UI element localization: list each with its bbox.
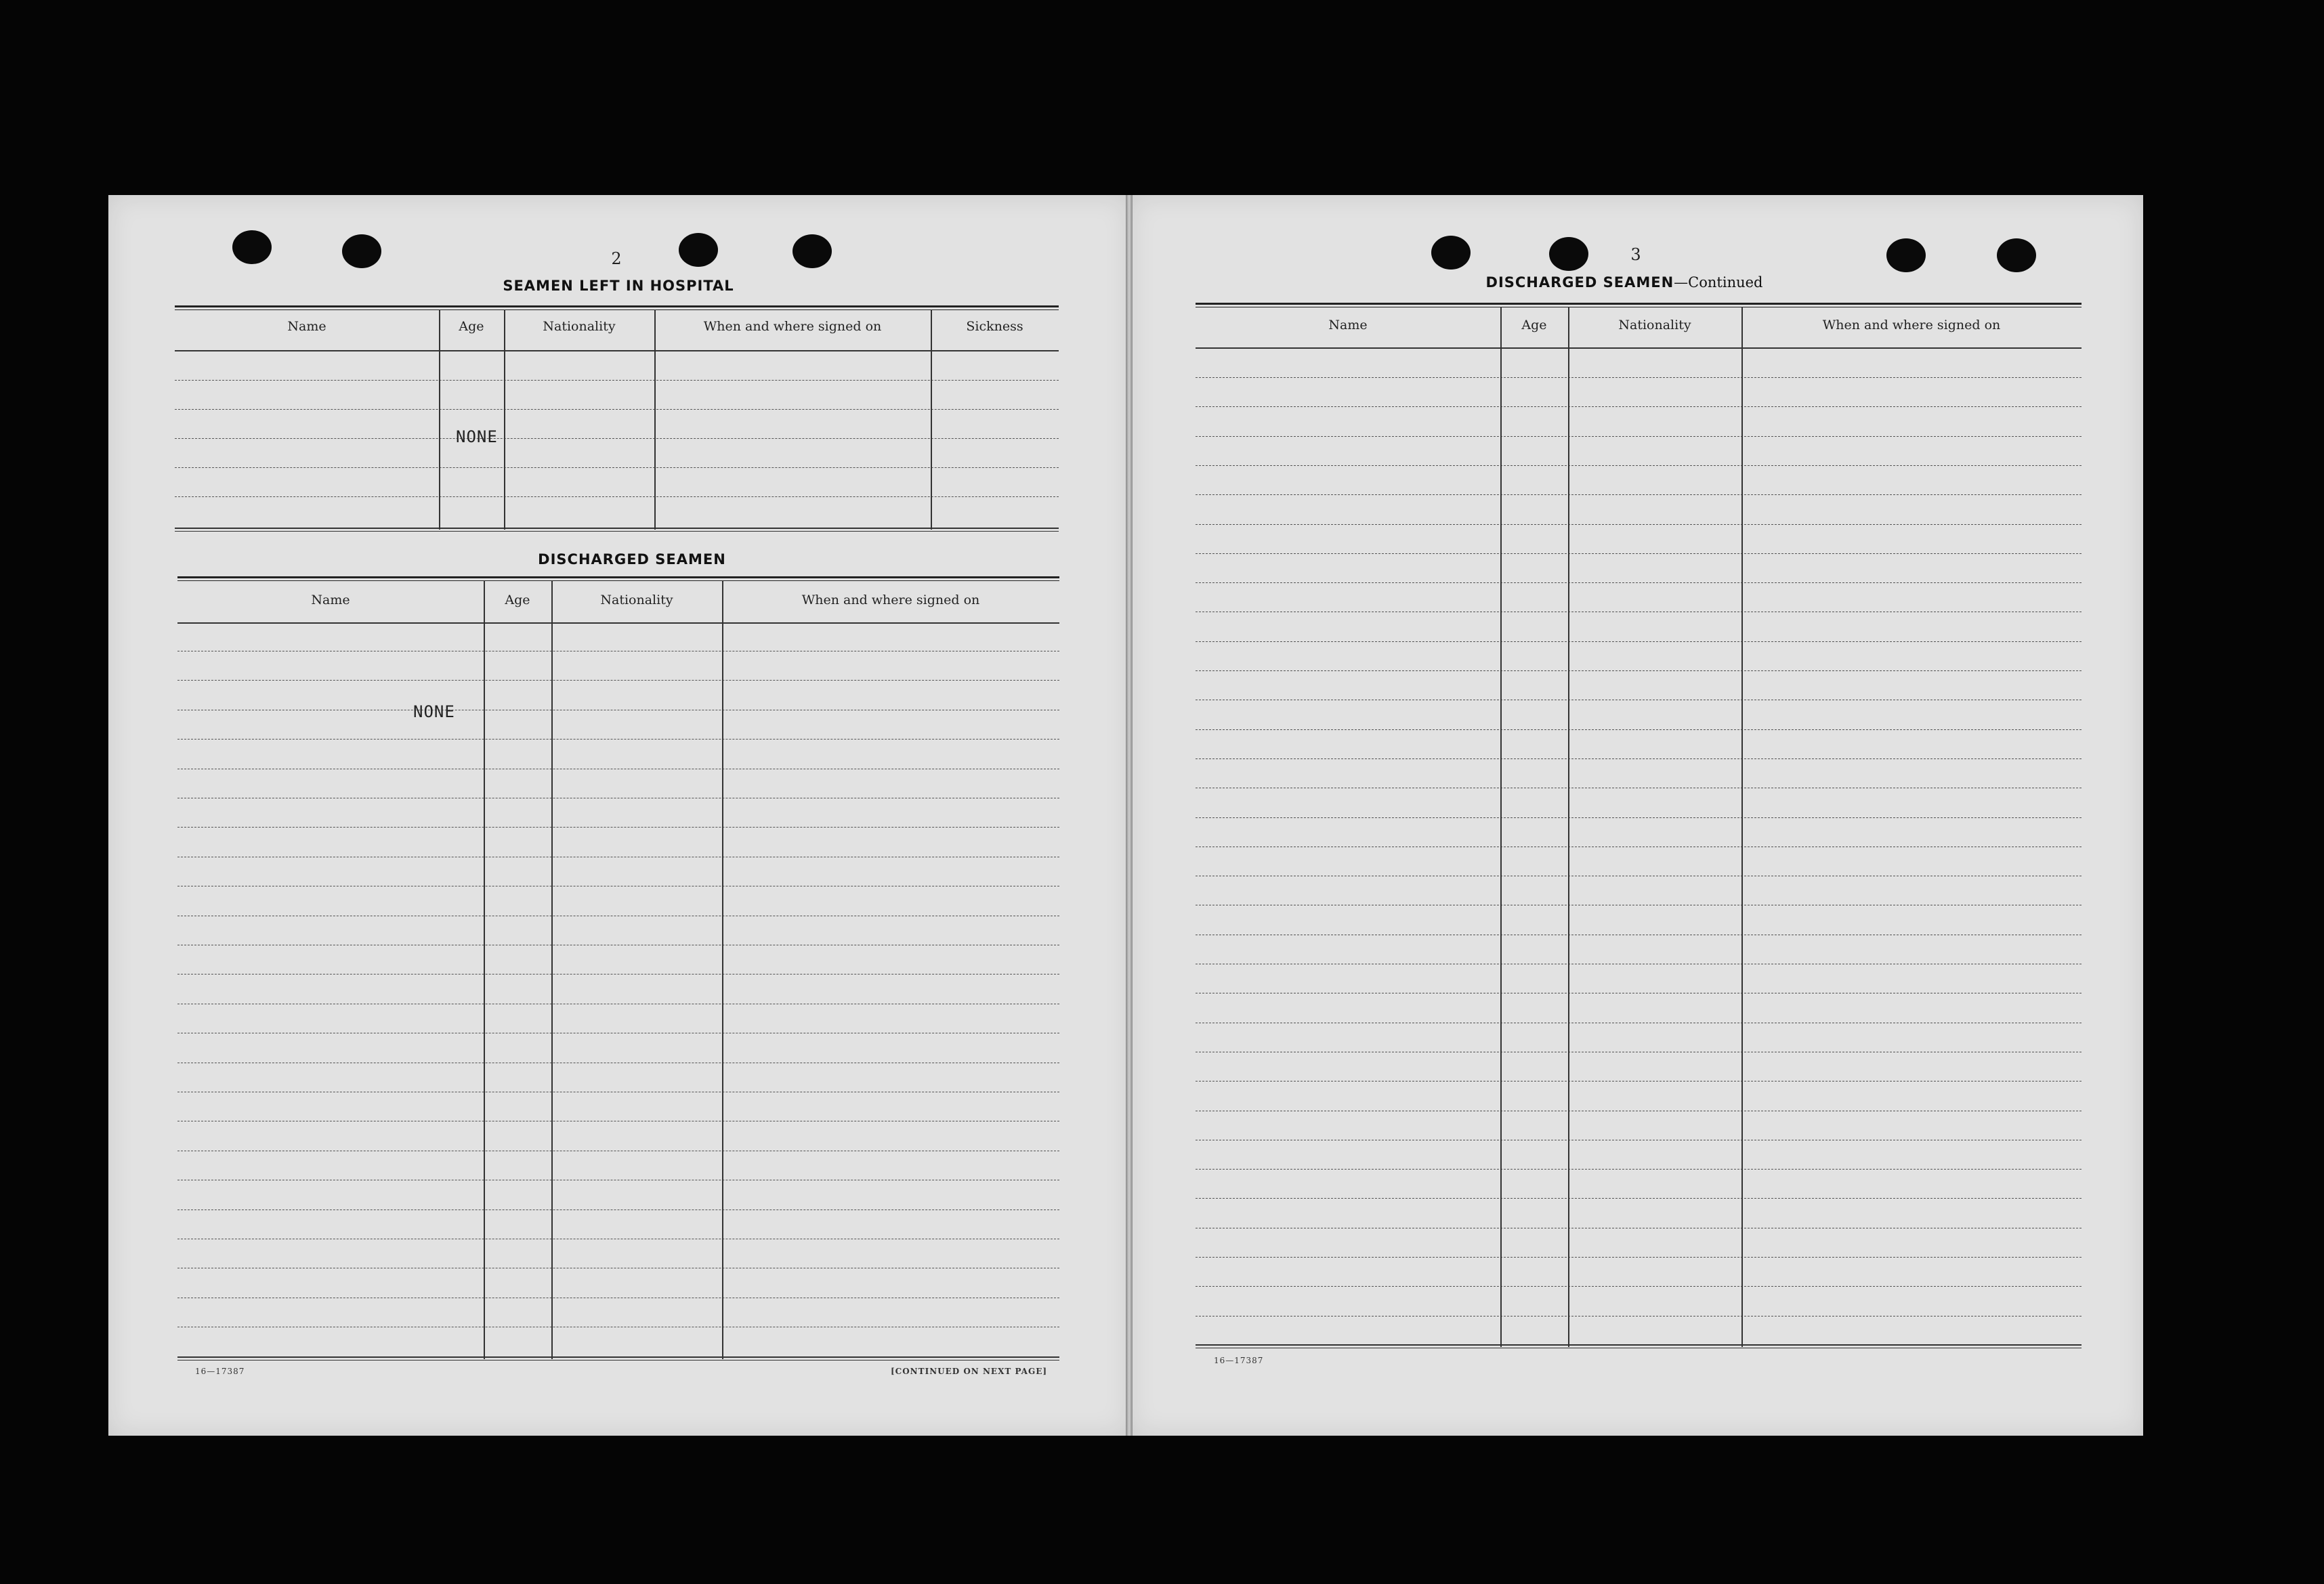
- row-rule: [1196, 1286, 2082, 1287]
- row-rule: [175, 380, 1059, 381]
- table-bottom-rule: [177, 1356, 1059, 1361]
- row-rule: [1196, 670, 2082, 671]
- row-rule: [177, 827, 1059, 828]
- row-rule: [1196, 1169, 2082, 1170]
- page-number: 2: [611, 249, 622, 268]
- row-rule: [1196, 1081, 2082, 1082]
- punch-hole: [1549, 237, 1588, 271]
- punch-hole: [1886, 238, 1926, 272]
- row-rule: [1196, 524, 2082, 525]
- header-rule: [1196, 347, 2082, 349]
- column-divider: [722, 580, 723, 1359]
- column-header-age: Age: [505, 593, 530, 607]
- row-rule: [177, 739, 1059, 740]
- column-divider: [654, 309, 656, 530]
- row-rule: [1196, 758, 2082, 759]
- discharged-section-title: DISCHARGED SEAMEN: [538, 551, 726, 568]
- column-header-name: Name: [1328, 318, 1368, 333]
- column-divider: [1741, 307, 1743, 1347]
- none-stamp: NONE: [456, 427, 498, 446]
- column-header-name: Name: [311, 593, 350, 607]
- column-divider: [504, 309, 505, 530]
- column-header-age: Age: [1521, 318, 1547, 333]
- table-bottom-rule: [1196, 1344, 2082, 1348]
- header-rule: [175, 350, 1059, 351]
- form-number: 16—17387: [195, 1367, 245, 1376]
- table-top-rule: [1196, 303, 2082, 307]
- column-header-nationality: Nationality: [600, 593, 673, 607]
- row-rule: [1196, 436, 2082, 437]
- punch-hole: [1997, 238, 2036, 272]
- column-header-nationality: Nationality: [1618, 318, 1691, 333]
- row-rule: [177, 974, 1059, 975]
- discharged-table: [177, 576, 1059, 1362]
- row-rule: [175, 438, 1059, 439]
- title-text: DISCHARGED SEAMEN: [1485, 274, 1674, 291]
- column-header-age: Age: [459, 319, 484, 334]
- row-rule: [1196, 1198, 2082, 1199]
- row-rule: [1196, 553, 2082, 554]
- header-rule: [177, 622, 1059, 624]
- column-divider: [1500, 307, 1502, 1347]
- row-rule: [1196, 729, 2082, 730]
- punch-hole: [1431, 236, 1471, 270]
- discharged-continued-title: [1486, 274, 1763, 291]
- row-rule: [1196, 817, 2082, 818]
- row-rule: [1196, 1257, 2082, 1258]
- page-number: 3: [1630, 245, 1641, 264]
- hospital-section-title: SEAMEN LEFT IN HOSPITAL: [503, 278, 734, 294]
- row-rule: [1196, 494, 2082, 495]
- punch-hole: [679, 233, 718, 267]
- row-rule: [175, 409, 1059, 410]
- page-gutter: [1126, 195, 1133, 1436]
- row-rule: [1196, 406, 2082, 407]
- row-rule: [1196, 582, 2082, 583]
- punch-hole: [342, 234, 381, 268]
- column-header-signed-on: When and where signed on: [801, 593, 980, 607]
- table-bottom-rule: [175, 528, 1059, 532]
- punch-hole: [232, 230, 272, 264]
- table-top-rule: [175, 305, 1059, 310]
- row-rule: [177, 680, 1059, 681]
- column-divider: [1568, 307, 1569, 1347]
- column-header-signed-on: When and where signed on: [1822, 318, 2001, 333]
- column-divider: [439, 309, 440, 530]
- column-divider: [484, 580, 485, 1359]
- column-divider: [931, 309, 932, 530]
- punch-hole: [793, 234, 832, 268]
- discharged-continued-table: [1196, 303, 2082, 1351]
- continued-note: [CONTINUED ON NEXT PAGE]: [891, 1367, 1048, 1376]
- row-rule: [1196, 377, 2082, 378]
- row-rule: [175, 496, 1059, 497]
- hospital-table: [175, 305, 1059, 533]
- row-rule: [175, 467, 1059, 468]
- row-rule: [1196, 1316, 2082, 1317]
- table-top-rule: [177, 576, 1059, 581]
- row-rule: [1196, 641, 2082, 642]
- row-rule: [1196, 465, 2082, 466]
- none-stamp: NONE: [413, 702, 455, 721]
- column-divider: [551, 580, 553, 1359]
- column-header-nationality: Nationality: [543, 319, 616, 334]
- column-header-signed-on: When and where signed on: [703, 319, 882, 334]
- column-header-sickness: Sickness: [966, 319, 1023, 334]
- form-number: 16—17387: [1214, 1356, 1264, 1365]
- column-header-name: Name: [287, 319, 326, 334]
- title-suffix: —Continued: [1674, 274, 1763, 291]
